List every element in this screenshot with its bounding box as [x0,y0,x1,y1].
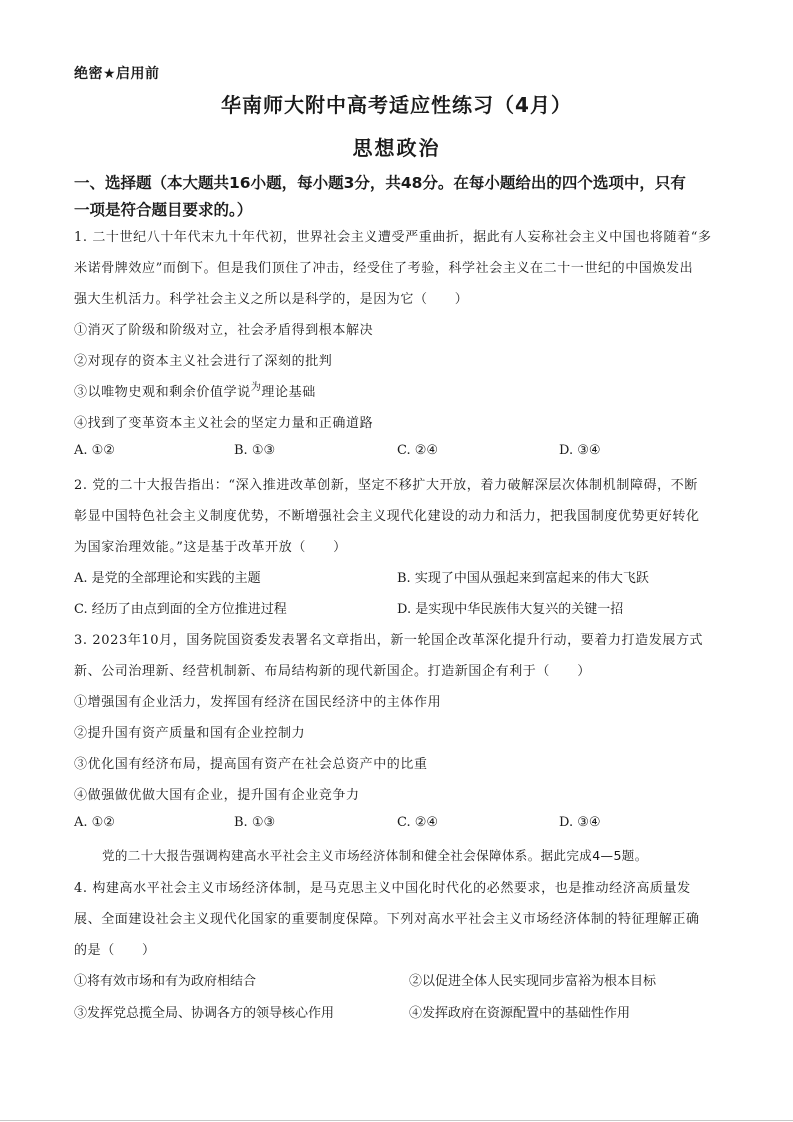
q1-statement-4: ④找到了变革资本主义社会的坚定力量和正确道路 [74,416,374,431]
exam-title: 华南师大附中高考适应性练习（4月） [221,93,572,117]
q1-statement-3 [74,381,724,400]
q1-option-a[interactable]: A. ①② [74,443,115,458]
q2-option-c[interactable]: C. 经历了由点到面的全方位推进过程 [74,602,287,617]
page-bottom-divider [0,1120,793,1121]
q1-statement-1: ①消灭了阶级和阶级对立，社会矛盾得到根本解决 [74,323,374,338]
q1-statement-3-part-a: ③以唯物史观和剩余价值学说 [74,385,251,400]
q1-text-line-3: 强大生机活力。科学社会主义之所以是科学的，是因为它（ ） [74,292,469,307]
q2-text-line-1: 2. 党的二十大报告指出：“深入推进改革创新，坚定不移扩大开放，着力破解深层次体制机制障碍，不断 [74,478,698,493]
q2-option-d[interactable]: D. 是实现中华民族伟大复兴的关键一招 [397,602,624,617]
q2-option-a[interactable]: A. 是党的全部理论和实践的主题 [74,571,261,586]
q4-statement-2: ②以促进全体人民实现同步富裕为根本目标 [409,974,657,989]
q4-statement-4: ④发挥政府在资源配置中的基础性作用 [409,1006,631,1021]
q1-option-d[interactable]: D. ③④ [559,443,601,458]
q3-text-line-2: 新、公司治理新、经营机制新、布局结构新的现代新国企。打造新国企有利于（ ） [74,664,591,679]
q4-statement-3: ③发挥党总揽全局、协调各方的领导核心作用 [74,1006,335,1021]
q3-option-d[interactable]: D. ③④ [559,815,601,830]
q1-statement-2: ②对现存的资本主义社会进行了深刻的批判 [74,354,333,369]
q3-text-line-1: 3. 2023年10月，国务院国资委发表署名文章指出，新一轮国企改革深化提升行动，要着力打造发展方式 [74,633,704,648]
q2-option-b[interactable]: B. 实现了中国从强起来到富起来的伟大飞跃 [397,571,649,586]
secret-label: 绝密★启用前 [74,66,160,82]
q1-text-line-1: 1. 二十世纪八十年代末九十年代初，世界社会主义遭受严重曲折，据此有人妄称社会主义中国也将随着“多 [74,230,712,245]
q3-statement-1: ①增强国有企业活力，发挥国有经济在国民经济中的主体作用 [74,695,442,710]
q1-statement-3-part-b: 理论基础 [261,385,316,400]
q3-statement-4: ④做强做优做大国有企业，提升国有企业竞争力 [74,788,360,803]
section-heading-line-2: 一项是符合题目要求的。） [74,201,253,219]
section-heading [74,170,724,224]
q3-option-b[interactable]: B. ①③ [234,815,276,830]
q3-statement-3: ③优化国有经济布局，提高国有资产在社会总资产中的比重 [74,757,428,772]
q3-option-a[interactable]: A. ①② [74,815,115,830]
section-heading-line-1: 一、选择题（本大题共16小题，每小题3分，共48分。在每小题给出的四个选项中，只有 [74,174,686,192]
q1-text-line-2: 米诺骨牌效应”而倒下。但是我们顶住了冲击，经受住了考验，科学社会主义在二十一世纪的中国焕发出 [74,261,694,276]
q4-statement-1: ①将有效市场和有为政府相结合 [74,974,257,989]
q2-text-line-3: 为国家治理效能。”这是基于改革开放（ ） [74,540,347,555]
q1-statement-3-raised-char: 为 [250,382,262,393]
q4-text-line-3: 的是（ ） [74,943,156,958]
q3-statement-2: ②提升国有资产质量和国有企业控制力 [74,726,306,741]
q1-option-c[interactable]: C. ②④ [397,443,439,458]
q3-option-c[interactable]: C. ②④ [397,815,439,830]
subject-title: 思想政治 [352,136,441,160]
q4-text-line-1: 4. 构建高水平社会主义市场经济体制，是马克思主义中国化时代化的必然要求，也是推动经济高质量发 [74,881,691,896]
q1-option-b[interactable]: B. ①③ [234,443,276,458]
group-stem-q4-q5: 党的二十大报告强调构建高水平社会主义市场经济体制和健全社会保障体系。据此完成4—5题。 [102,848,648,863]
q4-text-line-2: 展、全面建设社会主义现代化国家的重要制度保障。下列对高水平社会主义市场经济体制的特征理解正确 [74,912,700,927]
q2-text-line-2: 彰显中国特色社会主义制度优势，不断增强社会主义现代化建设的动力和活力，把我国制度优势更好转化 [74,509,700,524]
